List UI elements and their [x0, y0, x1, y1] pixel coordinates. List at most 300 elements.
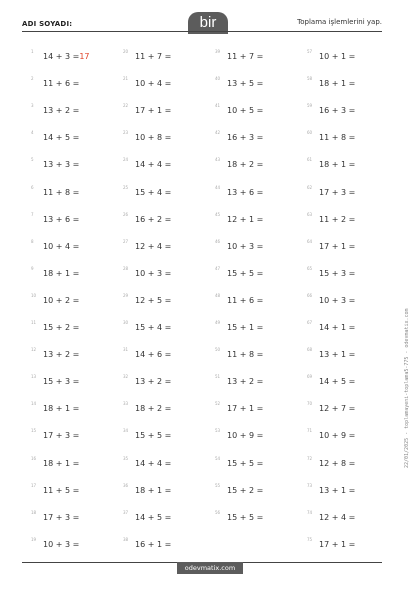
problem-number: 65 — [307, 265, 313, 271]
problem-expression[interactable] — [43, 540, 79, 549]
problem-item — [215, 320, 305, 339]
problem-item — [123, 536, 213, 556]
problem-equation: 15 + 3 = — [43, 377, 80, 387]
problem-item — [307, 157, 397, 176]
problem-number: 73 — [307, 482, 313, 488]
problem-equation: 14 + 3 = — [43, 52, 80, 61]
problem-expression[interactable] — [319, 513, 355, 522]
problem-equation: 17 + 3 = — [319, 187, 356, 197]
problem-item — [31, 482, 121, 502]
problem-expression[interactable] — [319, 79, 355, 88]
problem-number: 25 — [123, 184, 129, 190]
problem-item — [307, 509, 397, 529]
problem-number: 57 — [307, 49, 313, 54]
problem-expression[interactable] — [227, 377, 263, 386]
problem-expression[interactable] — [135, 431, 171, 440]
problem-equation: 16 + 1 = — [135, 539, 172, 549]
problem-equation: 18 + 1 = — [319, 79, 356, 89]
problem-item — [307, 211, 397, 231]
problem-item — [31, 49, 121, 68]
problem-item — [307, 49, 397, 68]
problem-item — [31, 401, 121, 420]
problem-expression[interactable] — [135, 188, 171, 197]
problem-expression[interactable] — [135, 513, 171, 522]
instruction-text: Toplama işlemlerini yap. — [297, 18, 382, 26]
problem-expression[interactable] — [135, 459, 171, 468]
problem-number: 21 — [123, 76, 129, 82]
problem-expression[interactable] — [227, 188, 263, 197]
problem-number: 31 — [123, 347, 129, 353]
problem-number: 43 — [215, 157, 221, 163]
problem-item — [307, 482, 397, 502]
problem-expression[interactable] — [227, 459, 263, 468]
problem-number: 1 — [31, 49, 34, 54]
problem-number: 17 — [31, 482, 37, 488]
problem-expression[interactable] — [43, 79, 79, 88]
problem-item — [215, 211, 305, 231]
problem-number: 33 — [123, 401, 129, 407]
problem-equation: 10 + 8 = — [135, 133, 172, 143]
problem-expression[interactable] — [135, 215, 171, 224]
problem-equation: 13 + 1 = — [319, 350, 356, 360]
problem-number: 42 — [215, 130, 221, 136]
problem-item — [215, 374, 305, 393]
problem-number: 16 — [31, 455, 37, 461]
problem-number: 69 — [307, 374, 313, 380]
problem-item — [31, 428, 121, 447]
problem-equation: 13 + 3 = — [43, 160, 80, 170]
problem-item — [215, 76, 305, 95]
problem-item — [31, 265, 121, 285]
problem-item — [31, 455, 121, 475]
problem-expression[interactable] — [43, 160, 79, 169]
problem-equation: 10 + 3 = — [227, 241, 264, 251]
problem-equation: 13 + 5 = — [227, 79, 264, 89]
problem-number: 41 — [215, 103, 221, 109]
problem-number: 36 — [123, 482, 129, 488]
problem-expression[interactable] — [319, 52, 355, 61]
problem-expression[interactable] — [319, 242, 355, 251]
problem-item — [31, 347, 121, 366]
problem-expression[interactable] — [135, 377, 171, 386]
problem-number: 35 — [123, 455, 129, 461]
problem-expression[interactable] — [319, 296, 355, 305]
problem-expression[interactable] — [227, 106, 263, 115]
problem-number: 56 — [215, 509, 221, 515]
problem-item — [307, 347, 397, 366]
problem-number: 58 — [307, 76, 313, 82]
problem-expression[interactable] — [227, 513, 263, 522]
problem-expression[interactable] — [319, 133, 355, 142]
problem-equation: 16 + 2 = — [135, 214, 172, 224]
problem-number: 52 — [215, 401, 221, 407]
problem-item — [123, 103, 213, 122]
problem-item — [123, 265, 213, 285]
problem-item — [123, 455, 213, 475]
problem-item — [307, 401, 397, 420]
problem-equation: 11 + 8 = — [319, 133, 356, 143]
problem-item — [123, 428, 213, 447]
problem-expression[interactable] — [319, 404, 355, 413]
problem-equation: 18 + 1 = — [43, 268, 80, 278]
problem-item — [307, 428, 397, 447]
problem-expression[interactable] — [43, 513, 79, 522]
problem-item — [123, 49, 213, 68]
name-label: ADI SOYADI: — [22, 20, 73, 28]
problem-equation: 13 + 2 = — [43, 350, 80, 360]
problem-expression[interactable] — [227, 350, 263, 359]
problem-expression[interactable] — [227, 79, 263, 88]
problem-expression[interactable] — [319, 459, 355, 468]
problem-number: 60 — [307, 130, 313, 136]
problem-equation: 18 + 1 = — [43, 458, 80, 468]
problem-expression[interactable] — [319, 431, 355, 440]
problem-expression[interactable] — [43, 404, 79, 413]
problem-expression[interactable] — [43, 431, 79, 440]
problem-equation: 10 + 9 = — [227, 431, 264, 441]
problem-number: 38 — [123, 536, 129, 542]
problem-number: 64 — [307, 238, 313, 244]
problem-equation: 18 + 2 = — [227, 160, 264, 170]
problem-number: 61 — [307, 157, 313, 163]
problem-item — [307, 238, 397, 258]
problem-expression[interactable] — [135, 269, 171, 278]
problem-item — [215, 103, 305, 122]
problem-equation: 12 + 5 = — [135, 295, 172, 305]
problem-equation: 11 + 7 = — [227, 52, 264, 61]
problem-number: 8 — [31, 238, 34, 244]
problem-item — [215, 238, 305, 258]
problem-number: 49 — [215, 320, 221, 325]
problem-item — [215, 292, 305, 312]
problem-item — [123, 320, 213, 339]
problem-item — [215, 428, 305, 447]
problem-expression[interactable] — [43, 215, 79, 224]
problem-equation: 14 + 5 = — [43, 133, 80, 143]
header-badge: bir — [188, 12, 228, 34]
problem-equation: 18 + 1 = — [135, 485, 172, 495]
problem-expression[interactable] — [135, 296, 171, 305]
problem-expression[interactable] — [135, 160, 171, 169]
problem-number: 14 — [31, 401, 37, 407]
problem-expression[interactable] — [135, 52, 171, 61]
problem-equation: 17 + 1 = — [319, 539, 356, 549]
problem-expression[interactable] — [319, 486, 355, 495]
problem-expression[interactable] — [135, 133, 171, 142]
problem-item — [215, 184, 305, 204]
problem-number: 3 — [31, 103, 34, 109]
problem-expression[interactable] — [227, 323, 263, 332]
problem-equation: 11 + 6 = — [43, 79, 80, 89]
problem-item — [31, 320, 121, 339]
problem-item — [215, 157, 305, 176]
problem-equation: 10 + 3 = — [319, 295, 356, 305]
problem-equation: 16 + 3 = — [319, 106, 356, 116]
problem-equation: 14 + 6 = — [135, 350, 172, 360]
problem-number: 44 — [215, 184, 221, 190]
problem-equation: 14 + 5 = — [319, 377, 356, 387]
problem-expression[interactable] — [43, 459, 79, 468]
problem-number: 54 — [215, 455, 221, 461]
problem-item — [123, 157, 213, 176]
problem-item — [307, 292, 397, 312]
problem-equation: 16 + 3 = — [227, 133, 264, 143]
problem-number: 53 — [215, 428, 221, 434]
problem-expression[interactable] — [43, 52, 90, 61]
problem-item — [123, 292, 213, 312]
problem-number: 75 — [307, 536, 313, 542]
problem-item — [31, 211, 121, 231]
problem-equation: 14 + 4 = — [135, 458, 172, 468]
problem-item — [31, 130, 121, 149]
problem-item — [31, 509, 121, 529]
problem-number: 12 — [31, 347, 37, 353]
problem-item — [307, 265, 397, 285]
problem-equation: 18 + 1 = — [319, 160, 356, 170]
problem-number: 27 — [123, 238, 129, 244]
problem-equation: 15 + 2 = — [43, 323, 80, 332]
problem-equation: 11 + 5 = — [43, 485, 80, 495]
problem-number: 62 — [307, 184, 313, 190]
problem-expression[interactable] — [135, 106, 171, 115]
problem-expression[interactable] — [43, 377, 79, 386]
problem-number: 68 — [307, 347, 313, 353]
problem-number: 50 — [215, 347, 221, 353]
problem-expression[interactable] — [135, 404, 171, 413]
problem-item — [31, 76, 121, 95]
problem-number: 74 — [307, 509, 313, 515]
problem-item — [123, 374, 213, 393]
problem-item — [31, 103, 121, 122]
problem-equation: 17 + 1 = — [135, 106, 172, 116]
problem-equation: 15 + 4 = — [135, 187, 172, 197]
problem-expression[interactable] — [319, 106, 355, 115]
side-watermark-text: 22/01/2025 - toplamayeni-toplama5-775 - odevmatix.com — [404, 308, 410, 468]
problem-equation: 11 + 8 = — [43, 187, 80, 197]
problem-number: 30 — [123, 320, 129, 325]
problem-equation: 15 + 5 = — [227, 512, 264, 522]
problem-equation: 10 + 2 = — [43, 295, 80, 305]
problem-equation: 10 + 4 = — [43, 241, 80, 251]
problem-number: 40 — [215, 76, 221, 82]
problem-item — [307, 76, 397, 95]
problem-item — [123, 76, 213, 95]
problem-item — [123, 184, 213, 204]
problem-item — [307, 374, 397, 393]
problem-number: 26 — [123, 211, 129, 217]
problem-equation: 13 + 6 = — [43, 214, 80, 224]
problem-number: 10 — [31, 292, 37, 298]
problem-item — [123, 347, 213, 366]
problem-number: 18 — [31, 509, 37, 515]
problem-equation: 15 + 1 = — [227, 323, 264, 332]
problem-expression[interactable] — [227, 404, 263, 413]
problem-equation: 10 + 3 = — [135, 268, 172, 278]
problem-expression[interactable] — [227, 133, 263, 142]
problem-equation: 12 + 7 = — [319, 404, 356, 414]
problem-item — [123, 238, 213, 258]
problem-item — [215, 401, 305, 420]
problem-equation: 10 + 5 = — [227, 106, 264, 116]
problem-number: 45 — [215, 211, 221, 217]
problem-number: 66 — [307, 292, 313, 298]
problem-equation: 13 + 2 = — [43, 106, 80, 116]
problem-number: 20 — [123, 49, 129, 54]
problem-item — [307, 455, 397, 475]
handwritten-answer: 17 — [79, 52, 90, 61]
problem-item — [307, 536, 397, 556]
problem-equation: 10 + 1 = — [319, 52, 356, 61]
footer-site-badge: odevmatix.com — [177, 562, 243, 574]
problem-equation: 13 + 6 = — [227, 187, 264, 197]
problem-item — [215, 347, 305, 366]
problem-item — [215, 265, 305, 285]
problem-expression[interactable] — [135, 323, 171, 332]
problem-equation: 15 + 5 = — [227, 458, 264, 468]
problem-expression[interactable] — [319, 540, 355, 549]
problem-expression[interactable] — [227, 242, 263, 251]
problem-expression[interactable] — [319, 377, 355, 386]
problem-equation: 17 + 1 = — [319, 241, 356, 251]
problem-item — [31, 157, 121, 176]
problem-equation: 17 + 3 = — [43, 512, 80, 522]
problem-item — [123, 482, 213, 502]
problem-item — [307, 320, 397, 339]
problem-item — [123, 130, 213, 149]
problem-item — [215, 49, 305, 68]
problem-item — [31, 536, 121, 556]
problem-expression[interactable] — [319, 160, 355, 169]
problem-expression[interactable] — [135, 242, 171, 251]
problem-expression[interactable] — [227, 431, 263, 440]
problem-equation: 17 + 1 = — [227, 404, 264, 414]
problem-number: 13 — [31, 374, 37, 380]
problem-number: 72 — [307, 455, 313, 461]
problem-number: 7 — [31, 211, 34, 217]
problem-number: 24 — [123, 157, 129, 163]
problem-item — [123, 401, 213, 420]
problem-equation: 11 + 7 = — [135, 52, 172, 61]
problem-item — [307, 103, 397, 122]
problem-number: 48 — [215, 292, 221, 298]
problem-equation: 11 + 8 = — [227, 350, 264, 360]
problem-expression[interactable] — [43, 350, 79, 359]
problem-expression[interactable] — [43, 269, 79, 278]
problem-number: 28 — [123, 265, 129, 271]
problem-expression[interactable] — [319, 188, 355, 197]
problem-item — [307, 184, 397, 204]
problem-expression[interactable] — [319, 323, 355, 332]
problem-expression[interactable] — [43, 106, 79, 115]
problem-expression[interactable] — [43, 188, 79, 197]
problem-expression[interactable] — [319, 350, 355, 359]
problem-number: 5 — [31, 157, 34, 163]
problem-equation: 15 + 5 = — [227, 268, 264, 278]
problem-number: 23 — [123, 130, 129, 136]
problem-number: 4 — [31, 130, 34, 136]
problem-equation: 13 + 1 = — [319, 485, 356, 495]
problem-expression[interactable] — [319, 215, 355, 224]
problem-item — [307, 130, 397, 149]
problem-expression[interactable] — [135, 540, 171, 549]
problem-item — [215, 455, 305, 475]
problem-item — [215, 482, 305, 502]
problem-number: 46 — [215, 238, 221, 244]
problem-equation: 18 + 2 = — [135, 404, 172, 414]
problem-expression[interactable] — [135, 350, 171, 359]
problem-number: 19 — [31, 536, 37, 542]
problem-expression[interactable] — [43, 323, 79, 332]
problem-equation: 15 + 2 = — [227, 485, 264, 495]
problem-equation: 12 + 1 = — [227, 214, 264, 224]
problem-number: 6 — [31, 184, 34, 190]
problem-equation: 18 + 1 = — [43, 404, 80, 414]
problem-equation: 13 + 2 = — [135, 377, 172, 387]
problem-expression[interactable] — [43, 486, 79, 495]
problem-item — [215, 509, 305, 529]
problem-number: 11 — [31, 320, 37, 325]
problem-number: 29 — [123, 292, 129, 298]
problem-expression[interactable] — [43, 296, 79, 305]
problem-equation: 12 + 4 = — [319, 512, 356, 522]
problem-number: 59 — [307, 103, 313, 109]
problem-item — [123, 211, 213, 231]
problem-number: 15 — [31, 428, 37, 434]
problem-equation: 11 + 2 = — [319, 214, 356, 224]
problem-equation: 12 + 4 = — [135, 241, 172, 251]
problem-equation: 12 + 8 = — [319, 458, 356, 468]
problem-expression[interactable] — [227, 160, 263, 169]
problem-equation: 10 + 4 = — [135, 79, 172, 89]
problem-number: 32 — [123, 374, 129, 380]
problem-equation: 13 + 2 = — [227, 377, 264, 387]
problem-expression[interactable] — [227, 486, 263, 495]
problem-expression[interactable] — [227, 269, 263, 278]
problem-equation: 10 + 3 = — [43, 539, 80, 549]
problem-number: 9 — [31, 265, 34, 271]
problem-expression[interactable] — [135, 486, 171, 495]
problem-number: 51 — [215, 374, 221, 380]
problem-number: 34 — [123, 428, 129, 434]
problem-equation: 15 + 3 = — [319, 268, 356, 278]
problem-equation: 14 + 1 = — [319, 323, 356, 332]
problem-item — [215, 130, 305, 149]
problem-number: 37 — [123, 509, 129, 515]
problem-number: 55 — [215, 482, 221, 488]
problem-number: 70 — [307, 401, 313, 407]
problem-number: 71 — [307, 428, 313, 434]
problem-expression[interactable] — [227, 52, 263, 61]
problem-expression[interactable] — [319, 269, 355, 278]
problem-expression[interactable] — [227, 215, 263, 224]
problem-number: 22 — [123, 103, 129, 109]
problem-item — [31, 184, 121, 204]
problem-equation: 15 + 5 = — [135, 431, 172, 441]
problem-item — [31, 374, 121, 393]
problem-equation: 10 + 9 = — [319, 431, 356, 441]
problem-number: 2 — [31, 76, 34, 82]
problem-expression[interactable] — [43, 133, 79, 142]
problem-number: 47 — [215, 265, 221, 271]
problem-equation: 15 + 4 = — [135, 323, 172, 332]
problem-item — [31, 292, 121, 312]
problem-number: 39 — [215, 49, 221, 54]
problem-expression[interactable] — [135, 79, 171, 88]
problem-item — [31, 238, 121, 258]
problem-expression[interactable] — [227, 296, 263, 305]
problem-expression[interactable] — [43, 242, 79, 251]
problem-equation: 11 + 6 = — [227, 295, 264, 305]
